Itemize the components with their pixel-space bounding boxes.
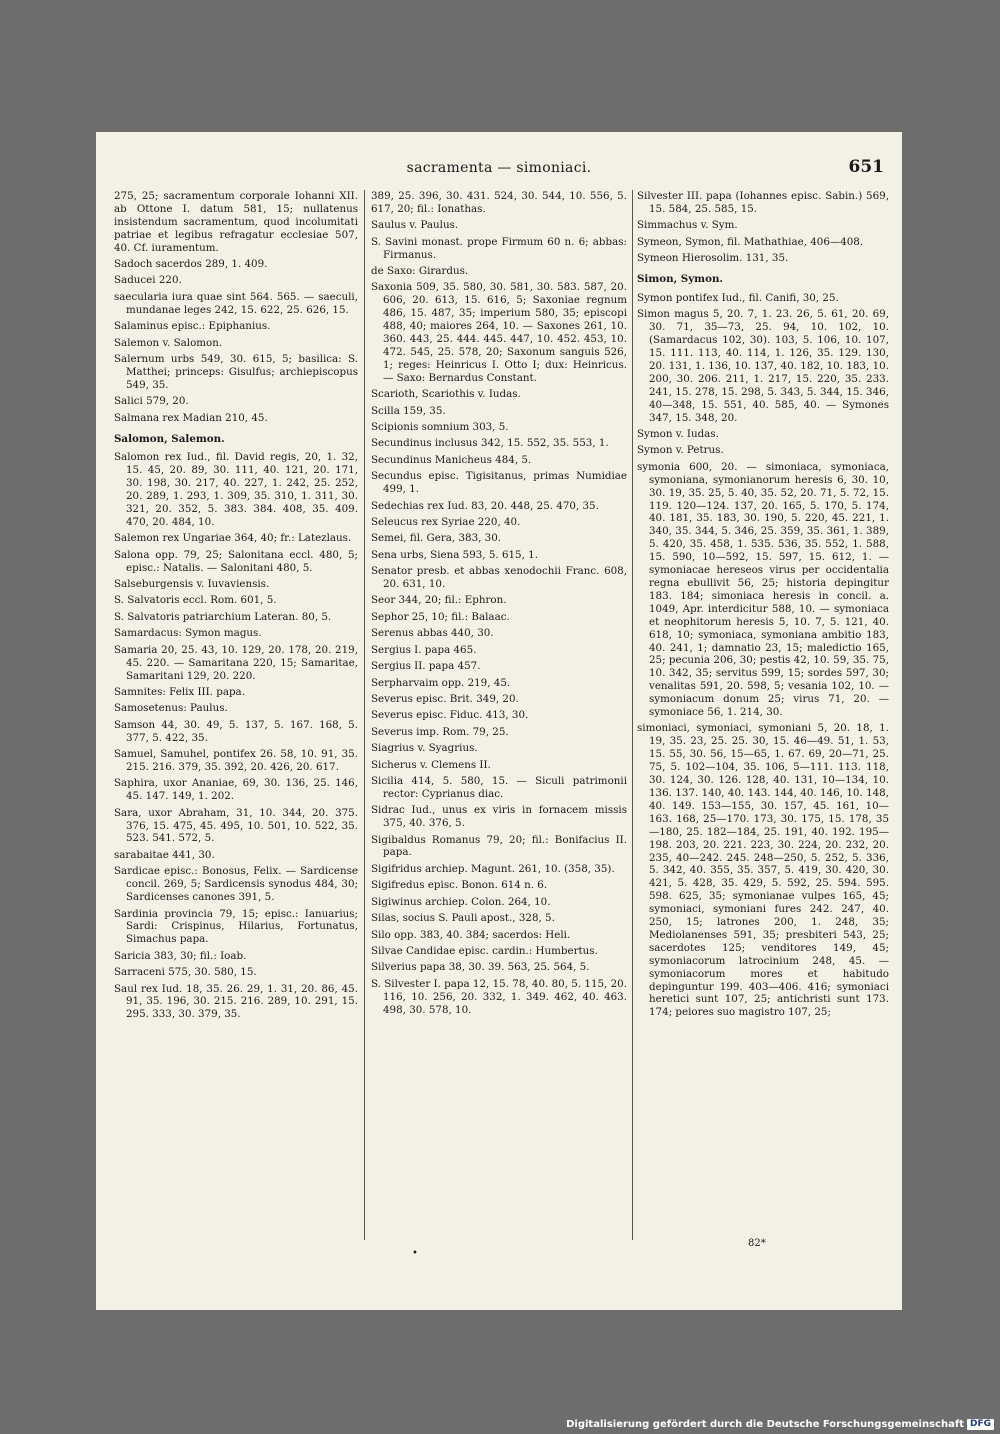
index-entry: Salseburgensis v. Iuvaviensis. <box>114 578 270 591</box>
index-entry: Scilla 159, 35. <box>371 404 446 417</box>
index-entry: Sergius II. papa 457. <box>371 660 481 673</box>
index-entry: sarabaitae 441, 30. <box>114 848 215 861</box>
bottom-mark: • <box>412 1248 418 1259</box>
index-entry: Sicherus v. Clemens II. <box>371 758 491 771</box>
index-entry: Salici 579, 20. <box>114 395 189 408</box>
index-entry: Severus imp. Rom. 79, 25. <box>371 725 509 738</box>
index-entry: Silo opp. 383, 40. 384; sacerdos: Heli. <box>371 928 571 941</box>
running-head: sacramenta — simoniaci. <box>406 160 592 176</box>
index-entry: S. Silvester I. papa 12, 15. 78, 40. 80, 5. 115, 20. 116, 10. 256, 20. 332, 1. 349. 462, 40. 463. 498, 30. 578, 10. <box>371 977 627 1016</box>
index-entry: Simon magus 5, 20. 7, 1. 23. 26, 5. 61, 20. 69, 30. 71, 35—73, 25. 94, 10. 102, 10. (Samardacus 102, 30). 103, 5. 106, 10. 107, 15. 111. 113, 40. 114, 1. 126, 35. 129. 130, 20. 131, 1. 136, 10. 137, 40. 182, 10. 183, 10. 200, 30. 206. 211, 1. 217, 15. 220, 35. 233. 241, 15. 278, 15. 298, 5. 343, 5. 344, 15. 346, 40—348, 15. 551, 40. 585, 40. — Symones 347, 15. 348, 20. <box>637 308 889 424</box>
index-entry: Symeon Hierosolim. 131, 35. <box>637 252 789 265</box>
page-number: 651 <box>848 157 884 177</box>
index-entry: Severus episc. Brit. 349, 20. <box>371 692 519 705</box>
index-column-3 <box>637 190 889 1023</box>
dfg-logo-icon: DFG <box>967 1419 994 1430</box>
index-entry: Sicilia 414, 5. 580, 15. — Siculi patrimonii rector: Cyprianus diac. <box>371 774 627 800</box>
index-entry: Samson 44, 30. 49, 5. 137, 5. 167. 168, 5. 377, 5. 422, 35. <box>114 718 358 744</box>
index-entry: Symon v. Petrus. <box>637 444 724 457</box>
index-entry: Sergius I. papa 465. <box>371 643 477 656</box>
index-entry: S. Salvatoris patriarchium Lateran. 80, 5. <box>114 610 332 623</box>
index-entry: saecularia iura quae sint 564. 565. — saeculi, mundanae leges 242, 15. 622, 25. 626, 15. <box>114 290 358 316</box>
index-entry: Semei, fil. Gera, 383, 30. <box>371 532 502 545</box>
index-entry: Samosetenus: Paulus. <box>114 702 228 715</box>
index-column-2 <box>371 190 627 1020</box>
index-entry: 389, 25. 396, 30. 431. 524, 30. 544, 10. 556, 5. 617, 20; fil.: Ionathas. <box>371 190 627 215</box>
index-entry: Salaminus episc.: Epiphanius. <box>114 320 271 333</box>
index-entry: Symon pontifex Iud., fil. Canifi, 30, 25. <box>637 291 839 304</box>
index-entry: de Saxo: Girardus. <box>371 265 469 278</box>
index-entry: Saricia 383, 30; fil.: Ioab. <box>114 949 247 962</box>
signature-mark: 82* <box>748 1238 766 1249</box>
index-entry: symonia 600, 20. — simoniaca, symoniaca, symoniana, symonianorum heresis 6, 30. 10, 30. 19, 35. 25, 5. 40, 35. 52, 20. 71, 5. 72, 15. 119. 120—124. 137, 20. 165, 5. 170, 5. 174, 40. 181, 35. 183, 30. 190, 5. 220, 45. 221, 1. 340, 35. 344, 5. 346, 25. 359, 35. 361, 1. 389, 5. 420, 35. 458, 1. 535. 536, 35. 552, 1. 588, 15. 590, 10—592, 15. 597, 15. 612, 1. — symoniacae hereseos virus per occidentalia regna ebullivit 56, 25; historia depingitur 183. 184; simoniaca heresis in concil. a. 1049, Apr. interdicitur 588, 10. — symoniaca et neophitorum heresis 5, 10. 7, 5. 121, 40. 618, 10; symoniaca, symoniana ambitio 183, 40. 241, 1; damnatio 23, 15; maledictio 165, 25; pecunia 206, 30; pestis 42, 10. 59, 35. 75, 10. 342, 35; servitus 599, 15; sordes 597, 30; venalitas 591, 20. 598, 5; vesania 102, 10. — symoniacum donum 25; virus 71, 20. — symoniace 56, 1. 214, 30. <box>637 460 889 719</box>
section-heading: Salomon, Salemon. <box>114 432 225 445</box>
index-entry: Sarraceni 575, 30. 580, 15. <box>114 966 257 979</box>
index-entry: Samardacus: Symon magus. <box>114 627 262 640</box>
index-entry: Sara, uxor Abraham, 31, 10. 344, 20. 375. 376, 15. 475, 45. 495, 10. 501, 10. 522, 35. 523. 541. 572, 5. <box>114 806 358 845</box>
index-entry: Siagrius v. Syagrius. <box>371 742 478 755</box>
index-entry: Sigiwinus archiep. Colon. 264, 10. <box>371 895 551 908</box>
index-entry: Sadoch sacerdos 289, 1. 409. <box>114 258 268 271</box>
index-entry: Sedechias rex Iud. 83, 20. 448, 25. 470, 35. <box>371 499 599 512</box>
index-entry: Sephor 25, 10; fil.: Balaac. <box>371 610 510 623</box>
index-entry: Samnites: Felix III. papa. <box>114 685 245 698</box>
index-entry: simoniaci, symoniaci, symoniani 5, 20. 18, 1. 19, 35. 23, 25. 25. 30, 15. 46—49. 51, 1. 53, 15. 55, 30. 56, 15—65, 1. 67. 69, 20—71, 25. 75, 5. 102—104, 35. 106, 5—111. 113. 118, 30. 124, 30. 126. 128, 40. 131, 10—134, 10. 136. 137. 140, 40. 143. 144, 40. 146, 10. 148, 40. 149. 153—155, 30. 157, 45. 161, 10—163. 168, 25—170. 173, 30. 175, 15. 178, 35—180, 25. 182—184, 25. 191, 40. 192. 195—198. 203, 20. 221. 223, 30. 224, 20. 232, 20. 235, 40—242. 245. 248—250, 5. 252, 5. 336, 5. 342, 40. 355, 35. 357, 5. 419, 30. 420, 30. 421, 5. 428, 35. 429, 5. 592, 25. 594. 595. 598. 625, 35; symonianae vulpes 165, 45; symoniaci, symoniani fures 242. 247, 40. 250, 15; latrones 200, 1. 248, 35; Mediolanenses 591, 35; presbiteri 543, 25; sacerdotes 125; venditores 149, 45; symoniacorum latrocinium 248, 45. — symoniacorum mores et habitudo depinguntur 199. 403—406. 416; symoniaci heretici sunt 107, 25; antichristi sunt 173. 174; peiores suo magistro 107, 25; <box>637 722 889 1019</box>
index-entry: Senator presb. et abbas xenodochii Franc. 608, 20. 631, 10. <box>371 565 627 591</box>
index-entry: Secundinus Manicheus 484, 5. <box>371 453 532 466</box>
index-entry: Silvae Candidae episc. cardin.: Humbertus. <box>371 944 598 957</box>
index-entry: S. Savini monast. prope Firmum 60 n. 6; abbas: Firmanus. <box>371 235 627 261</box>
index-entry: Seor 344, 20; fil.: Ephron. <box>371 594 507 607</box>
index-entry: Saul rex Iud. 18, 35. 26. 29, 1. 31, 20. 86, 45. 91, 35. 196, 30. 215. 216. 289, 10. 291, 15. 295. 333, 30. 379, 35. <box>114 982 358 1021</box>
footer-bar <box>566 1418 994 1430</box>
index-entry: Samaria 20, 25. 43, 10. 129, 20. 178, 20. 219, 45. 220. — Samaritana 220, 15; Samaritae, Samaritani 129, 20. 220. <box>114 643 358 682</box>
index-entry: Secundinus inclusus 342, 15. 552, 35. 553, 1. <box>371 437 609 450</box>
index-entry: Sena urbs, Siena 593, 5. 615, 1. <box>371 548 538 561</box>
index-entry: Sardinia provincia 79, 15; episc.: Ianuarius; Sardi: Crispinus, Hilarius, Fortunatus, Simachus papa. <box>114 907 358 946</box>
index-entry: Secundus episc. Tigisitanus, primas Numidiae 499, 1. <box>371 470 627 496</box>
index-entry: Silas, socius S. Pauli apost., 328, 5. <box>371 912 555 925</box>
index-entry: Scipionis somnium 303, 5. <box>371 421 509 433</box>
index-entry: Sigibaldus Romanus 79, 20; fil.: Bonifacius II. papa. <box>371 833 627 859</box>
index-entry: Sigifredus episc. Bonon. 614 n. 6. <box>371 879 548 892</box>
index-entry: Sardicae episc.: Bonosus, Felix. — Sardicense concil. 269, 5; Sardicensis synodus 484, 30; Sardicenses canones 391, 5. <box>114 865 358 904</box>
index-entry: Silvester III. papa (Iohannes episc. Sabin.) 569, 15. 584, 25. 585, 15. <box>637 190 889 215</box>
index-entry: Sigifridus archiep. Magunt. 261, 10. (358, 35). <box>371 862 615 875</box>
index-entry: Symeon, Symon, fil. Mathathiae, 406—408. <box>637 235 864 248</box>
column-rule <box>632 190 633 1240</box>
book-page <box>96 132 902 1310</box>
index-entry: Salemon v. Salomon. <box>114 336 223 349</box>
index-entry: Saulus v. Paulus. <box>371 219 459 232</box>
index-entry: Saxonia 509, 35. 580, 30. 581, 30. 583. 587, 20. 606, 20. 613, 15. 616, 5; Saxoniae regnum 486, 15. 487, 35; imperium 580, 35; episcopi 488, 40; maiores 264, 10. — Saxones 261, 10. 360. 443, 25. 444. 445. 447, 10. 452. 453, 10. 472. 545, 25. 578, 20; Saxonum sanguis 526, 1; reges: Heinricus I. Otto I; dux: Heinricus. — Saxo: Bernardus Constant. <box>371 281 627 384</box>
index-entry: Salmana rex Madian 210, 45. <box>114 411 268 424</box>
column-rule <box>364 190 365 1240</box>
index-column-1 <box>114 190 358 1025</box>
index-entry: Serenus abbas 440, 30. <box>371 627 494 640</box>
index-entry: Scarioth, Scariothis v. Iudas. <box>371 388 521 401</box>
index-entry: Simmachus v. Sym. <box>637 219 738 232</box>
section-heading: Simon, Symon. <box>637 273 724 286</box>
index-entry: Salomon rex Iud., fil. David regis, 20, 1. 32, 15. 45, 20. 89, 30. 111, 40. 121, 20. 171, 30. 198, 30. 217, 40. 227, 1. 242, 25. 252, 20. 289, 1. 293, 1. 309, 35. 310, 1. 311, 30. 321, 20. 352, 5. 383. 384. 408, 35. 409. 470, 20. 484, 10. <box>114 451 358 528</box>
index-entry: Sidrac Iud., unus ex viris in fornacem missis 375, 40. 376, 5. <box>371 804 627 830</box>
index-entry: Seleucus rex Syriae 220, 40. <box>371 515 521 528</box>
index-entry: Salemon rex Ungariae 364, 40; fr.: Latezlaus. <box>114 532 352 545</box>
index-entry: 275, 25; sacramentum corporale Iohanni XII. ab Ottone I. datum 581, 15; nullatenus insistendum sacramentum, quod incolumitati patriae et legibus refragatur ecclesiae 507, 40. Cf. iuramentum. <box>114 190 358 254</box>
index-entry: Salernum urbs 549, 30. 615, 5; basilica: S. Matthei; princeps: Gisulfus; archiepiscopus 549, 35. <box>114 352 358 391</box>
index-entry: Saphira, uxor Ananiae, 69, 30. 136, 25. 146, 45. 147. 149, 1. 202. <box>114 777 358 803</box>
index-entry: Salona opp. 79, 25; Salonitana eccl. 480, 5; episc.: Natalis. — Salonitani 480, 5. <box>114 548 358 574</box>
index-entry: Symon v. Iudas. <box>637 428 719 440</box>
index-entry: Severus episc. Fiduc. 413, 30. <box>371 709 529 722</box>
index-entry: Silverius papa 38, 30. 39. 563, 25. 564, 5. <box>371 961 590 974</box>
footer-credit: Digitalisierung gefördert durch die Deutsche Forschungsgemeinschaft <box>566 1418 964 1430</box>
index-entry: Samuel, Samuhel, pontifex 26. 58, 10. 91, 35. 215. 216. 379, 35. 392, 20. 426, 20. 617. <box>114 748 358 773</box>
index-entry: S. Salvatoris eccl. Rom. 601, 5. <box>114 594 277 607</box>
index-entry: Serpharvaim opp. 219, 45. <box>371 676 511 689</box>
index-entry: Saducei 220. <box>114 274 182 287</box>
